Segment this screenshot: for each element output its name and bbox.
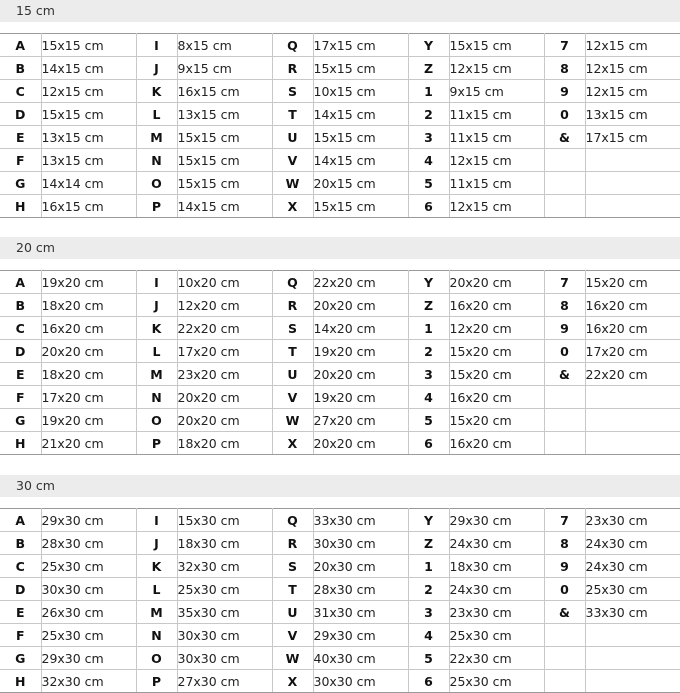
character-cell: 7 [544, 509, 585, 532]
size-cell: 20x20 cm [449, 271, 544, 294]
character-cell: 7 [544, 34, 585, 57]
character-cell: 4 [408, 149, 449, 172]
size-cell: 17x20 cm [41, 386, 136, 409]
size-cell: 16x20 cm [585, 317, 680, 340]
character-cell: P [136, 432, 177, 455]
character-cell: L [136, 103, 177, 126]
table-row [0, 294, 680, 317]
size-cell: 25x30 cm [449, 624, 544, 647]
character-cell: 1 [408, 80, 449, 103]
size-cell: 22x20 cm [177, 317, 272, 340]
table-row [0, 340, 680, 363]
character-cell: 1 [408, 555, 449, 578]
character-cell [544, 409, 585, 432]
size-cell: 15x15 cm [313, 126, 408, 149]
size-cell: 17x20 cm [585, 340, 680, 363]
character-cell [544, 432, 585, 455]
character-cell: 8 [544, 57, 585, 80]
size-cell: 25x30 cm [449, 670, 544, 693]
size-cell: 17x15 cm [313, 34, 408, 57]
character-cell: F [0, 386, 41, 409]
size-cell: 11x15 cm [449, 103, 544, 126]
table-row [0, 578, 680, 601]
character-cell: 4 [408, 386, 449, 409]
size-cell: 19x20 cm [41, 271, 136, 294]
character-cell: Q [272, 271, 313, 294]
size-cell: 20x20 cm [177, 386, 272, 409]
character-cell: M [136, 363, 177, 386]
table-row [0, 532, 680, 555]
size-cell: 25x30 cm [41, 624, 136, 647]
character-cell: 3 [408, 126, 449, 149]
character-cell: & [544, 126, 585, 149]
size-cell: 11x15 cm [449, 172, 544, 195]
size-cell: 23x20 cm [177, 363, 272, 386]
size-cell: 25x30 cm [177, 578, 272, 601]
character-cell: 9 [544, 555, 585, 578]
size-cell: 18x20 cm [41, 363, 136, 386]
size-cell: 27x30 cm [177, 670, 272, 693]
table-row [0, 317, 680, 340]
size-cell: 22x30 cm [449, 647, 544, 670]
character-cell: O [136, 409, 177, 432]
character-cell: W [272, 172, 313, 195]
character-cell: R [272, 57, 313, 80]
character-cell: B [0, 57, 41, 80]
character-cell: 7 [544, 271, 585, 294]
size-cell: 40x30 cm [313, 647, 408, 670]
size-cell: 16x20 cm [449, 294, 544, 317]
character-cell: T [272, 103, 313, 126]
character-cell: 2 [408, 340, 449, 363]
character-cell: U [272, 363, 313, 386]
character-cell: H [0, 195, 41, 218]
size-cell: 30x30 cm [177, 647, 272, 670]
size-cell: 13x15 cm [177, 103, 272, 126]
character-cell: X [272, 432, 313, 455]
size-cell: 20x20 cm [313, 432, 408, 455]
size-cell: 15x15 cm [313, 195, 408, 218]
size-cell: 12x15 cm [41, 80, 136, 103]
character-cell: F [0, 624, 41, 647]
character-cell: Y [408, 271, 449, 294]
size-cell: 15x15 cm [177, 149, 272, 172]
size-table [0, 508, 680, 693]
character-cell [544, 386, 585, 409]
character-cell: Z [408, 294, 449, 317]
character-cell: A [0, 509, 41, 532]
character-cell: E [0, 126, 41, 149]
size-cell: 29x30 cm [41, 647, 136, 670]
size-cell: 15x15 cm [177, 126, 272, 149]
character-cell: T [272, 578, 313, 601]
size-cell: 29x30 cm [313, 624, 408, 647]
table-row [0, 601, 680, 624]
size-cell [585, 195, 680, 218]
table-row [0, 34, 680, 57]
size-cell: 19x20 cm [313, 386, 408, 409]
table-row [0, 409, 680, 432]
character-cell: A [0, 34, 41, 57]
table-row [0, 432, 680, 455]
size-cell: 14x15 cm [177, 195, 272, 218]
size-cell: 14x15 cm [313, 103, 408, 126]
size-cell: 13x15 cm [41, 149, 136, 172]
character-cell: P [136, 195, 177, 218]
size-cell: 28x30 cm [41, 532, 136, 555]
size-cell: 33x30 cm [313, 509, 408, 532]
table-row [0, 271, 680, 294]
size-cell: 12x15 cm [585, 34, 680, 57]
character-cell: F [0, 149, 41, 172]
size-cell: 32x30 cm [177, 555, 272, 578]
character-cell: & [544, 601, 585, 624]
character-cell: R [272, 294, 313, 317]
character-cell: H [0, 432, 41, 455]
size-cell: 18x30 cm [449, 555, 544, 578]
size-cell [585, 172, 680, 195]
character-cell: P [136, 670, 177, 693]
character-cell: X [272, 670, 313, 693]
size-cell: 16x15 cm [41, 195, 136, 218]
size-cell: 33x30 cm [585, 601, 680, 624]
size-cell: 22x20 cm [585, 363, 680, 386]
character-cell: S [272, 555, 313, 578]
size-cell: 24x30 cm [585, 532, 680, 555]
table-row [0, 126, 680, 149]
size-cell: 16x15 cm [177, 80, 272, 103]
size-cell: 10x20 cm [177, 271, 272, 294]
character-cell: D [0, 103, 41, 126]
character-cell [544, 195, 585, 218]
size-cell: 32x30 cm [41, 670, 136, 693]
size-cell: 12x15 cm [449, 195, 544, 218]
table-row [0, 103, 680, 126]
character-cell: X [272, 195, 313, 218]
size-cell: 29x30 cm [41, 509, 136, 532]
character-cell: G [0, 409, 41, 432]
character-cell: K [136, 317, 177, 340]
size-cell: 13x15 cm [585, 103, 680, 126]
character-cell [544, 647, 585, 670]
character-cell [544, 172, 585, 195]
character-cell: N [136, 386, 177, 409]
character-cell: V [272, 386, 313, 409]
size-cell: 12x20 cm [449, 317, 544, 340]
size-cell: 20x15 cm [313, 172, 408, 195]
size-cell: 24x30 cm [449, 578, 544, 601]
size-cell: 20x20 cm [313, 294, 408, 317]
character-cell: Z [408, 532, 449, 555]
size-cell: 35x30 cm [177, 601, 272, 624]
size-cell: 15x15 cm [449, 34, 544, 57]
character-cell: 8 [544, 294, 585, 317]
size-table [0, 270, 680, 455]
size-cell [585, 149, 680, 172]
table-row [0, 363, 680, 386]
size-cell: 18x20 cm [177, 432, 272, 455]
character-cell: Y [408, 34, 449, 57]
size-cell: 12x15 cm [585, 57, 680, 80]
character-cell: Q [272, 34, 313, 57]
character-cell: M [136, 601, 177, 624]
size-cell: 9x15 cm [449, 80, 544, 103]
size-cell [585, 670, 680, 693]
size-cell: 10x15 cm [313, 80, 408, 103]
size-cell: 19x20 cm [41, 409, 136, 432]
character-cell: 1 [408, 317, 449, 340]
size-cell: 15x15 cm [177, 172, 272, 195]
character-cell: 4 [408, 624, 449, 647]
character-cell: H [0, 670, 41, 693]
character-cell: W [272, 647, 313, 670]
size-cell [585, 624, 680, 647]
size-cell: 16x20 cm [449, 432, 544, 455]
character-cell: J [136, 294, 177, 317]
character-cell: 0 [544, 340, 585, 363]
character-cell: 0 [544, 578, 585, 601]
character-cell: 5 [408, 172, 449, 195]
size-cell [585, 647, 680, 670]
character-cell: S [272, 80, 313, 103]
size-cell: 23x30 cm [449, 601, 544, 624]
size-cell: 15x20 cm [585, 271, 680, 294]
character-cell: C [0, 80, 41, 103]
character-cell: G [0, 647, 41, 670]
size-cell: 27x20 cm [313, 409, 408, 432]
size-cell: 11x15 cm [449, 126, 544, 149]
size-cell: 16x20 cm [41, 317, 136, 340]
character-cell: D [0, 578, 41, 601]
size-cell: 18x30 cm [177, 532, 272, 555]
character-cell: C [0, 317, 41, 340]
character-cell: D [0, 340, 41, 363]
size-cell: 30x30 cm [177, 624, 272, 647]
section-title: 20 cm [0, 237, 680, 259]
size-cell: 16x20 cm [585, 294, 680, 317]
section-title: 15 cm [0, 0, 680, 22]
character-cell: K [136, 555, 177, 578]
size-table [0, 33, 680, 218]
character-cell: V [272, 624, 313, 647]
size-cell: 13x15 cm [41, 126, 136, 149]
character-cell: J [136, 57, 177, 80]
size-cell: 15x15 cm [41, 103, 136, 126]
size-cell: 20x20 cm [177, 409, 272, 432]
character-cell: 3 [408, 363, 449, 386]
character-cell: V [272, 149, 313, 172]
character-cell: O [136, 172, 177, 195]
size-cell: 15x15 cm [41, 34, 136, 57]
character-cell: T [272, 340, 313, 363]
size-cell: 17x15 cm [585, 126, 680, 149]
character-cell: I [136, 34, 177, 57]
size-cell: 20x30 cm [313, 555, 408, 578]
size-cell: 14x14 cm [41, 172, 136, 195]
size-cell: 31x30 cm [313, 601, 408, 624]
size-cell [585, 432, 680, 455]
character-cell: B [0, 532, 41, 555]
character-cell: 6 [408, 195, 449, 218]
character-cell: R [272, 532, 313, 555]
character-cell: M [136, 126, 177, 149]
table-row [0, 149, 680, 172]
character-cell: 8 [544, 532, 585, 555]
character-cell: 3 [408, 601, 449, 624]
table-row [0, 172, 680, 195]
size-cell: 15x20 cm [449, 409, 544, 432]
size-cell: 19x20 cm [313, 340, 408, 363]
size-cell: 18x20 cm [41, 294, 136, 317]
size-cell: 12x15 cm [449, 57, 544, 80]
character-cell: & [544, 363, 585, 386]
size-cell: 16x20 cm [449, 386, 544, 409]
character-cell: 5 [408, 647, 449, 670]
character-cell: 9 [544, 80, 585, 103]
table-row [0, 647, 680, 670]
character-cell: N [136, 624, 177, 647]
character-cell: K [136, 80, 177, 103]
character-cell: Z [408, 57, 449, 80]
character-cell [544, 149, 585, 172]
character-cell: A [0, 271, 41, 294]
table-row [0, 195, 680, 218]
character-cell: 5 [408, 409, 449, 432]
character-cell: 0 [544, 103, 585, 126]
table-row [0, 509, 680, 532]
character-cell: I [136, 509, 177, 532]
character-cell: 2 [408, 578, 449, 601]
character-cell: E [0, 363, 41, 386]
character-cell: 9 [544, 317, 585, 340]
size-cell: 15x30 cm [177, 509, 272, 532]
character-cell: U [272, 601, 313, 624]
character-cell: J [136, 532, 177, 555]
size-cell: 15x15 cm [313, 57, 408, 80]
character-cell [544, 670, 585, 693]
character-cell: Q [272, 509, 313, 532]
size-cell [585, 409, 680, 432]
character-cell: L [136, 340, 177, 363]
size-cell: 25x30 cm [585, 578, 680, 601]
size-cell: 30x30 cm [41, 578, 136, 601]
size-cell: 8x15 cm [177, 34, 272, 57]
size-cell: 30x30 cm [313, 670, 408, 693]
size-cell: 25x30 cm [41, 555, 136, 578]
character-cell: 6 [408, 670, 449, 693]
size-cell: 26x30 cm [41, 601, 136, 624]
size-cell: 24x30 cm [449, 532, 544, 555]
size-cell: 12x20 cm [177, 294, 272, 317]
size-cell: 29x30 cm [449, 509, 544, 532]
table-row [0, 555, 680, 578]
character-cell: C [0, 555, 41, 578]
size-cell: 17x20 cm [177, 340, 272, 363]
character-cell: E [0, 601, 41, 624]
character-cell: 6 [408, 432, 449, 455]
size-cell: 30x30 cm [313, 532, 408, 555]
size-cell: 14x20 cm [313, 317, 408, 340]
character-cell [544, 624, 585, 647]
table-row [0, 386, 680, 409]
size-cell: 28x30 cm [313, 578, 408, 601]
size-cell: 15x20 cm [449, 340, 544, 363]
character-cell: 2 [408, 103, 449, 126]
character-cell: U [272, 126, 313, 149]
character-cell: O [136, 647, 177, 670]
size-cell: 14x15 cm [313, 149, 408, 172]
table-row [0, 57, 680, 80]
size-cell: 15x20 cm [449, 363, 544, 386]
character-cell: S [272, 317, 313, 340]
table-row [0, 80, 680, 103]
size-cell: 20x20 cm [313, 363, 408, 386]
size-cell: 12x15 cm [585, 80, 680, 103]
size-cell: 20x20 cm [41, 340, 136, 363]
table-row [0, 670, 680, 693]
size-cell: 24x30 cm [585, 555, 680, 578]
character-cell: I [136, 271, 177, 294]
size-cell: 21x20 cm [41, 432, 136, 455]
table-row [0, 624, 680, 647]
section-title: 30 cm [0, 475, 680, 497]
size-cell: 14x15 cm [41, 57, 136, 80]
character-cell: N [136, 149, 177, 172]
size-cell: 12x15 cm [449, 149, 544, 172]
character-cell: Y [408, 509, 449, 532]
size-cell: 9x15 cm [177, 57, 272, 80]
size-cell: 22x20 cm [313, 271, 408, 294]
character-cell: G [0, 172, 41, 195]
character-cell: L [136, 578, 177, 601]
character-cell: W [272, 409, 313, 432]
size-cell: 23x30 cm [585, 509, 680, 532]
character-cell: B [0, 294, 41, 317]
size-cell [585, 386, 680, 409]
